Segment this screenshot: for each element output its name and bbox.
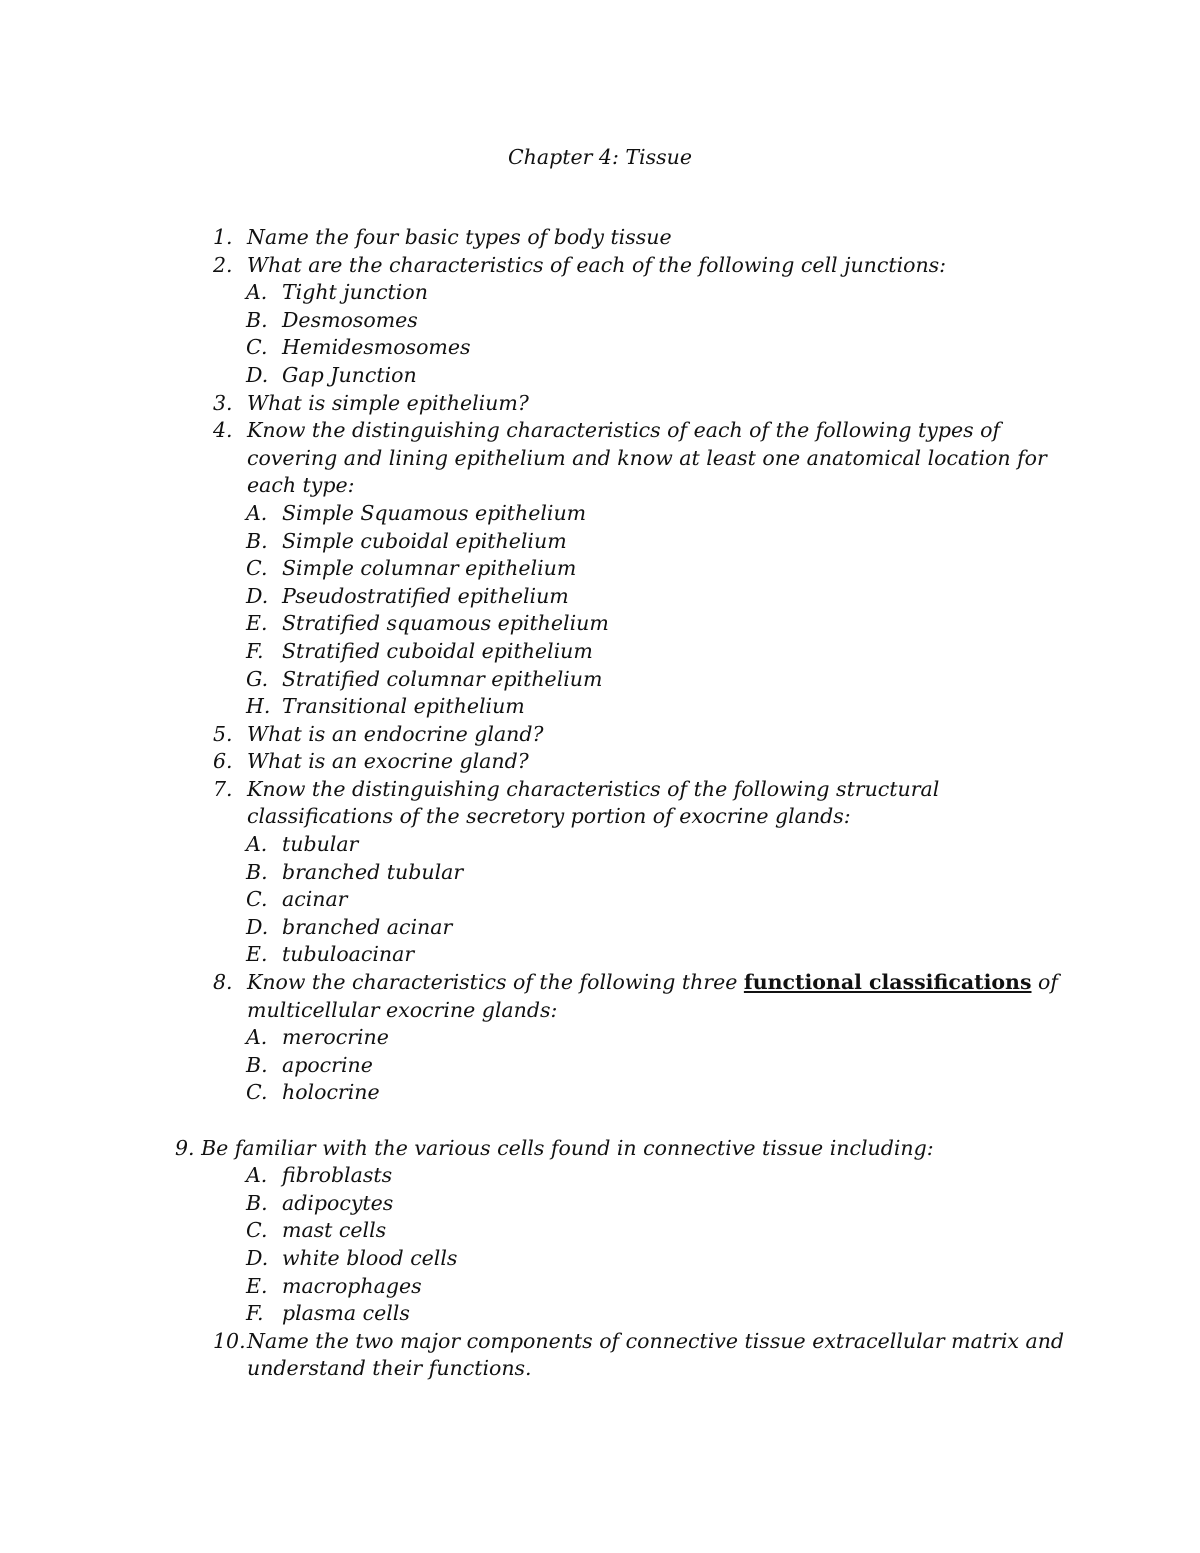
item-text: Desmosomes <box>282 307 418 332</box>
question-5 <box>0 721 1200 749</box>
item-text: Stratified squamous epithelium <box>282 611 609 636</box>
question-text-line: classifications of the secretory portion of exocrine glands: <box>247 804 851 829</box>
item-letter: B. <box>246 859 268 884</box>
item-letter: D. <box>246 914 269 939</box>
item-text: Gap Junction <box>282 362 417 387</box>
item-text: Stratified columnar epithelium <box>282 666 603 691</box>
item-text: adipocytes <box>282 1190 394 1215</box>
question-9 <box>0 1135 1200 1163</box>
item-letter: F. <box>246 1301 264 1326</box>
item-letter: A. <box>246 500 268 525</box>
text-span: of <box>1031 970 1058 995</box>
question-number: 4. <box>213 418 233 443</box>
question-text-line: Know the distinguishing characteristics of the following structural <box>247 776 940 801</box>
list-item <box>0 362 1200 390</box>
list-item <box>0 1162 1200 1190</box>
list-item <box>0 583 1200 611</box>
item-letter: E. <box>246 1273 268 1298</box>
item-letter: F. <box>246 638 264 663</box>
item-text: holocrine <box>282 1080 380 1105</box>
list-item <box>0 528 1200 556</box>
list-item <box>0 941 1200 969</box>
question-text-line: each type: <box>247 473 355 498</box>
question-number: 3. <box>213 390 233 415</box>
question-text: 9. Be familiar with the various cells found in connective tissue including: <box>175 1135 934 1160</box>
item-text: Tight junction <box>282 280 428 305</box>
question-text-line: understand their functions. <box>247 1356 532 1381</box>
question-text: Name the four basic types of body tissue <box>247 225 672 249</box>
item-text: merocrine <box>282 1025 389 1050</box>
question-text: What is an exocrine gland? <box>247 749 529 774</box>
item-text: Hemidesmosomes <box>282 335 471 360</box>
item-text: Simple cuboidal epithelium <box>282 528 567 553</box>
question-number: 7. <box>213 776 233 801</box>
item-text: branched acinar <box>282 914 453 939</box>
question-text-line: Know the distinguishing characteristics of each of the following types of <box>247 418 1001 443</box>
list-item <box>0 666 1200 694</box>
question-4-continued <box>0 472 1200 500</box>
item-text: Pseudostratified epithelium <box>282 583 569 608</box>
list-item <box>0 1245 1200 1273</box>
item-letter: B. <box>246 307 268 332</box>
item-letter: C. <box>246 1080 268 1105</box>
item-letter: B. <box>246 1190 268 1215</box>
question-text: What are the characteristics of each of the following cell junctions: <box>247 252 947 277</box>
list-item <box>0 1273 1200 1301</box>
item-text: branched tubular <box>282 859 464 884</box>
item-letter: C. <box>246 1218 268 1243</box>
item-letter: C. <box>246 556 268 581</box>
question-text: What is simple epithelium? <box>247 390 529 415</box>
emphasized-term: functional classifications <box>743 970 1032 995</box>
item-text: white blood cells <box>282 1245 458 1270</box>
item-text: acinar <box>282 887 348 912</box>
item-letter: E. <box>246 942 268 967</box>
list-item <box>0 555 1200 583</box>
question-7-continued <box>0 803 1200 831</box>
question-number: 6. <box>213 749 233 774</box>
list-item <box>0 1024 1200 1052</box>
list-item <box>0 1052 1200 1080</box>
question-3 <box>0 390 1200 418</box>
question-10 <box>0 1328 1200 1356</box>
item-letter: D. <box>246 583 269 608</box>
item-letter: D. <box>246 1245 269 1270</box>
list-item <box>0 500 1200 528</box>
list-item <box>0 1300 1200 1328</box>
question-2 <box>0 252 1200 280</box>
question-number: 2. <box>213 252 233 277</box>
item-text: Stratified cuboidal epithelium <box>282 638 593 663</box>
item-letter: A. <box>246 1163 268 1188</box>
question-4 <box>0 417 1200 445</box>
question-8-continued <box>0 997 1200 1025</box>
item-letter: D. <box>246 362 269 387</box>
question-6 <box>0 748 1200 776</box>
list-item <box>0 1217 1200 1245</box>
item-text: fibroblasts <box>282 1163 393 1188</box>
question-list <box>0 224 1200 1383</box>
question-1 <box>0 224 1200 252</box>
item-text: macrophages <box>282 1273 422 1298</box>
list-item <box>0 1190 1200 1218</box>
item-text: Simple columnar epithelium <box>282 556 577 581</box>
question-text-line: Name the two major components of connective tissue extracellular matrix and <box>247 1328 1065 1353</box>
page-title: Chapter 4: Tissue <box>508 145 692 169</box>
list-item <box>0 693 1200 721</box>
item-letter: H. <box>246 694 271 719</box>
question-8 <box>0 969 1200 997</box>
item-text: Transitional epithelium <box>282 694 525 719</box>
question-4-continued <box>0 445 1200 473</box>
list-item <box>0 914 1200 942</box>
item-letter: B. <box>246 1052 268 1077</box>
question-text-line: covering and lining epithelium and know at least one anatomical location for <box>247 445 1047 470</box>
item-letter: A. <box>246 832 268 857</box>
list-item <box>0 279 1200 307</box>
item-letter: B. <box>246 528 268 553</box>
list-item <box>0 859 1200 887</box>
question-number: 1. <box>213 225 233 249</box>
text-span: Know the characteristics of the following three <box>247 970 744 995</box>
question-text: What is an endocrine gland? <box>247 721 544 746</box>
question-7 <box>0 776 1200 804</box>
list-item <box>0 886 1200 914</box>
list-item <box>0 831 1200 859</box>
list-item <box>0 610 1200 638</box>
question-text-line <box>247 969 1058 997</box>
item-text: Simple Squamous epithelium <box>282 500 587 525</box>
item-text: tubuloacinar <box>282 942 415 967</box>
item-letter: G. <box>246 666 269 691</box>
item-letter: C. <box>246 335 268 360</box>
item-text: plasma cells <box>282 1301 410 1326</box>
item-text: apocrine <box>282 1052 373 1077</box>
question-10-continued <box>0 1355 1200 1383</box>
question-text-line: multicellular exocrine glands: <box>247 997 558 1022</box>
item-letter: C. <box>246 887 268 912</box>
item-letter: E. <box>246 611 268 636</box>
item-letter: A. <box>246 1025 268 1050</box>
list-item <box>0 307 1200 335</box>
item-text: tubular <box>282 832 359 857</box>
list-item <box>0 334 1200 362</box>
item-text: mast cells <box>282 1218 387 1243</box>
spacer <box>0 1107 1200 1135</box>
question-number: 5. <box>213 721 233 746</box>
question-number: 8. <box>213 970 233 995</box>
list-item <box>0 1079 1200 1107</box>
item-letter: A. <box>246 280 268 305</box>
list-item <box>0 638 1200 666</box>
question-number: 10. <box>213 1328 246 1353</box>
